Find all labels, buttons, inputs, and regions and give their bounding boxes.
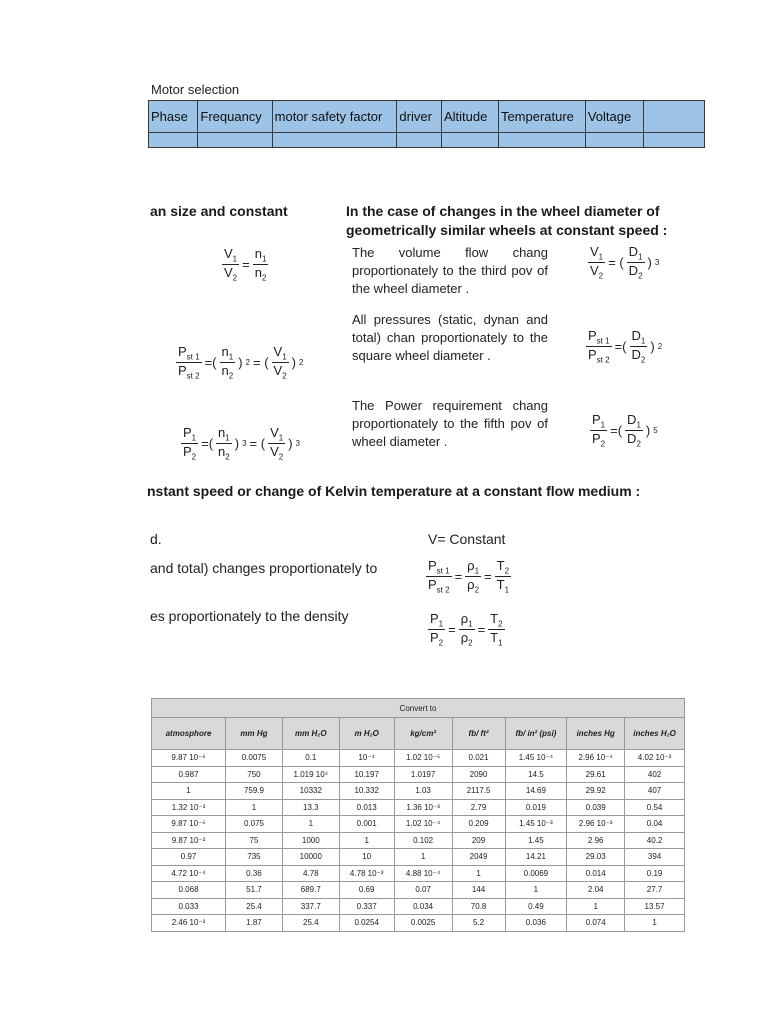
conversion-body bbox=[152, 750, 685, 932]
table-cell: 0.033 bbox=[152, 898, 226, 915]
table-cell: 2.79 bbox=[452, 799, 505, 816]
table-cell: 4.78 10⁻³ bbox=[339, 865, 394, 882]
pressure-speed-formula: $\frac{P_{st 1}}{P_{st 2}}$ =( $\frac{n_1}{n_2}$ ) 2 = ( $\frac{V_1}{V_2}$ ) 2 bbox=[178, 344, 304, 381]
table-cell: 2090 bbox=[452, 766, 505, 783]
motor-selection-empty-cell bbox=[272, 133, 397, 148]
table-cell: 407 bbox=[625, 783, 685, 800]
table-cell: 144 bbox=[452, 882, 505, 899]
table-cell: 1.03 bbox=[394, 783, 452, 800]
table-cell: 29.03 bbox=[567, 849, 625, 866]
table-cell: 1.45 bbox=[505, 832, 567, 849]
motor-selection-empty-cell bbox=[585, 133, 643, 148]
pressure-changes-text: and total) changes proportionately to bbox=[150, 560, 378, 576]
table-cell: 0.0075 bbox=[226, 750, 283, 767]
motor-selection-empty-cell bbox=[498, 133, 585, 148]
table-cell: 0.074 bbox=[567, 915, 625, 932]
table-cell: 10332 bbox=[282, 783, 339, 800]
table-cell: 689.7 bbox=[282, 882, 339, 899]
table-cell: 0.075 bbox=[226, 816, 283, 833]
table-cell: 337.7 bbox=[282, 898, 339, 915]
volume-diameter-formula: $\frac{V_1}{V_2}$ = ( $\frac{D_1}{D_2}$ ) 3 bbox=[590, 244, 660, 281]
table-cell: 75 bbox=[226, 832, 283, 849]
table-cell: 1.02 10⁻⁴ bbox=[394, 816, 452, 833]
conversion-header-cell: fb/ in² (psi) bbox=[505, 718, 567, 750]
table-cell: 209 bbox=[452, 832, 505, 849]
motor-selection-title: Motor selection bbox=[151, 82, 240, 97]
table-cell: 750 bbox=[226, 766, 283, 783]
table-cell: 27.7 bbox=[625, 882, 685, 899]
table-cell: 2.96 bbox=[567, 832, 625, 849]
table-cell: 4.78 bbox=[282, 865, 339, 882]
table-cell: 70.8 bbox=[452, 898, 505, 915]
motor-selection-empty-cell bbox=[149, 133, 198, 148]
table-cell: 1 bbox=[152, 783, 226, 800]
table-cell: 9.87 10⁻⁵ bbox=[152, 816, 226, 833]
table-cell: 4.88 10⁻⁴ bbox=[394, 865, 452, 882]
table-cell: 10 bbox=[339, 849, 394, 866]
table-cell: 0.039 bbox=[567, 799, 625, 816]
table-cell: 13.3 bbox=[282, 799, 339, 816]
table-cell: 0.001 bbox=[339, 816, 394, 833]
table-cell: 51.7 bbox=[226, 882, 283, 899]
table-cell: 13.57 bbox=[625, 898, 685, 915]
table-cell: 40.2 bbox=[625, 832, 685, 849]
table-cell: 1 bbox=[282, 816, 339, 833]
table-cell: 25.4 bbox=[226, 898, 283, 915]
conversion-header-cell: m H₂O bbox=[339, 718, 394, 750]
table-cell: 1.0197 bbox=[394, 766, 452, 783]
power-diameter-formula: $\frac{P_1}{P_2}$ =( $\frac{D_1}{D_2}$ ) 5 bbox=[592, 412, 658, 449]
table-cell: 0.54 bbox=[625, 799, 685, 816]
table-cell: 4.02 10⁻³ bbox=[625, 750, 685, 767]
table-cell: 0.0025 bbox=[394, 915, 452, 932]
table-row bbox=[152, 915, 685, 932]
table-cell: 2049 bbox=[452, 849, 505, 866]
table-cell: 29.61 bbox=[567, 766, 625, 783]
motor-selection-empty-row bbox=[149, 133, 705, 148]
table-cell: 0.209 bbox=[452, 816, 505, 833]
table-row bbox=[152, 832, 685, 849]
table-cell: 1 bbox=[226, 799, 283, 816]
table-cell: 2.96 10⁻³ bbox=[567, 816, 625, 833]
table-cell: 0.04 bbox=[625, 816, 685, 833]
convert-to-title: Convert to bbox=[152, 699, 685, 718]
table-cell: 9.87 10⁻⁶ bbox=[152, 750, 226, 767]
conversion-header-cell: kg/cm² bbox=[394, 718, 452, 750]
table-row bbox=[152, 849, 685, 866]
table-cell: 0.019 bbox=[505, 799, 567, 816]
table-cell: 0.07 bbox=[394, 882, 452, 899]
table-cell: 25.4 bbox=[282, 915, 339, 932]
table-cell: 0.102 bbox=[394, 832, 452, 849]
motor-selection-header-cell: motor safety factor bbox=[272, 101, 397, 133]
table-cell: 1 bbox=[394, 849, 452, 866]
fan-law-right-heading-2: geometrically similar wheels at constant speed : bbox=[346, 222, 668, 238]
temperature-heading: nstant speed or change of Kelvin temperature at a constant flow medium : bbox=[147, 483, 641, 499]
table-row bbox=[152, 816, 685, 833]
pressure-conversion-table bbox=[151, 698, 685, 932]
table-cell: 0.036 bbox=[505, 915, 567, 932]
motor-selection-header-cell: Frequancy bbox=[198, 101, 272, 133]
conversion-header-cell: mm H₂O bbox=[282, 718, 339, 750]
conversion-header-cell: fb/ ft² bbox=[452, 718, 505, 750]
table-cell: 14.21 bbox=[505, 849, 567, 866]
motor-selection-header-cell: Phase bbox=[149, 101, 198, 133]
d-text: d. bbox=[150, 531, 162, 547]
table-cell: 0.1 bbox=[282, 750, 339, 767]
pressure-density-formula: $\frac{P_{st 1}}{P_{st 2}}$ = $\frac{\rho_1}{\rho_2}$ = $\frac{T_2}{T_1}$ bbox=[428, 558, 510, 595]
table-cell: 0.987 bbox=[152, 766, 226, 783]
table-cell: 9.87 10⁻² bbox=[152, 832, 226, 849]
table-cell: 2.96 10⁻⁴ bbox=[567, 750, 625, 767]
table-cell: 1.36 10⁻³ bbox=[394, 799, 452, 816]
motor-selection-header-cell: Altitude bbox=[441, 101, 498, 133]
power-speed-formula: $\frac{P_1}{P_2}$ =( $\frac{n_1}{n_2}$ ) 3 = ( $\frac{V_1}{V_2}$ ) 3 bbox=[183, 425, 300, 462]
table-cell: 10.332 bbox=[339, 783, 394, 800]
table-cell: 2117.5 bbox=[452, 783, 505, 800]
volume-speed-formula: $\frac{V_1}{V_2}$ = $\frac{n_1}{n_2}$ bbox=[224, 246, 267, 283]
volume-diameter-text: The volume flow chang proportionately to the third pov of the wheel diameter . bbox=[352, 245, 548, 296]
conversion-header-cell: mm Hg bbox=[226, 718, 283, 750]
table-cell: 0.068 bbox=[152, 882, 226, 899]
table-cell: 0.337 bbox=[339, 898, 394, 915]
table-cell: 14.5 bbox=[505, 766, 567, 783]
table-cell: 10000 bbox=[282, 849, 339, 866]
conversion-header-cell: inches Hg bbox=[567, 718, 625, 750]
table-row bbox=[152, 750, 685, 767]
table-row bbox=[152, 783, 685, 800]
table-cell: 1 bbox=[625, 915, 685, 932]
motor-selection-header-cell: driver bbox=[397, 101, 442, 133]
power-diameter-text: The Power requirement chang proportionately to the fifth pov of wheel diameter . bbox=[352, 398, 548, 449]
pressure-diameter-formula: $\frac{P_{st 1}}{P_{st 2}}$ =( $\frac{D_1}{D_2}$ ) 2 bbox=[588, 328, 663, 365]
motor-selection-header-cell: Voltage bbox=[585, 101, 643, 133]
table-cell: 1 bbox=[339, 832, 394, 849]
table-cell: 4.72 10⁻⁴ bbox=[152, 865, 226, 882]
table-cell: 0.97 bbox=[152, 849, 226, 866]
motor-selection-empty-cell bbox=[644, 133, 705, 148]
table-cell: 0.021 bbox=[452, 750, 505, 767]
table-cell: 1.02 10⁻⁵ bbox=[394, 750, 452, 767]
table-cell: 0.0069 bbox=[505, 865, 567, 882]
density-text: es proportionately to the density bbox=[150, 608, 349, 624]
table-cell: 402 bbox=[625, 766, 685, 783]
table-cell: 14.69 bbox=[505, 783, 567, 800]
table-cell: 0.0254 bbox=[339, 915, 394, 932]
table-cell: 1.45 10⁻⁴ bbox=[505, 750, 567, 767]
table-cell: 10⁻⁴ bbox=[339, 750, 394, 767]
table-cell: 735 bbox=[226, 849, 283, 866]
motor-selection-empty-cell bbox=[397, 133, 442, 148]
conversion-header-row bbox=[152, 718, 685, 750]
conversion-header-cell: inches H₂O bbox=[625, 718, 685, 750]
table-cell: 1 bbox=[505, 882, 567, 899]
table-cell: 394 bbox=[625, 849, 685, 866]
motor-selection-header-cell bbox=[644, 101, 705, 133]
table-cell: 0.49 bbox=[505, 898, 567, 915]
table-row bbox=[152, 766, 685, 783]
table-cell: 1 bbox=[452, 865, 505, 882]
pressure-diameter-text: All pressures (static, dynan and total) chan proportionately to the square wheel diameter . bbox=[352, 312, 548, 363]
table-cell: 759.9 bbox=[226, 783, 283, 800]
table-cell: 1.019 10⁴ bbox=[282, 766, 339, 783]
fan-law-left-heading: an size and constant bbox=[150, 203, 288, 219]
motor-selection-empty-cell bbox=[198, 133, 272, 148]
table-cell: 10.197 bbox=[339, 766, 394, 783]
motor-selection-table bbox=[148, 100, 705, 148]
motor-selection-header-row bbox=[149, 101, 705, 133]
table-row bbox=[152, 865, 685, 882]
fan-law-right-heading-1: In the case of changes in the wheel diameter of bbox=[346, 203, 660, 219]
table-cell: 1.32 10⁻³ bbox=[152, 799, 226, 816]
table-cell: 29.92 bbox=[567, 783, 625, 800]
table-cell: 0.69 bbox=[339, 882, 394, 899]
table-cell: 5.2 bbox=[452, 915, 505, 932]
table-row bbox=[152, 898, 685, 915]
table-cell: 2.04 bbox=[567, 882, 625, 899]
table-row bbox=[152, 882, 685, 899]
table-row bbox=[152, 799, 685, 816]
table-cell: 0.36 bbox=[226, 865, 283, 882]
table-cell: 1 bbox=[567, 898, 625, 915]
table-cell: 0.014 bbox=[567, 865, 625, 882]
table-cell: 1000 bbox=[282, 832, 339, 849]
motor-selection-header-cell: Temperature bbox=[498, 101, 585, 133]
table-cell: 0.034 bbox=[394, 898, 452, 915]
power-density-formula: $\frac{P_1}{P_2}$ = $\frac{\rho_1}{\rho_2}$ = $\frac{T_2}{T_1}$ bbox=[430, 611, 503, 648]
v-constant-text: V= Constant bbox=[428, 531, 506, 547]
table-cell: 1.45 10⁻³ bbox=[505, 816, 567, 833]
table-cell: 1.87 bbox=[226, 915, 283, 932]
table-cell: 2.46 10⁻³ bbox=[152, 915, 226, 932]
table-cell: 0.19 bbox=[625, 865, 685, 882]
motor-selection-empty-cell bbox=[441, 133, 498, 148]
table-cell: 0.013 bbox=[339, 799, 394, 816]
conversion-header-cell: atmosphore bbox=[152, 718, 226, 750]
